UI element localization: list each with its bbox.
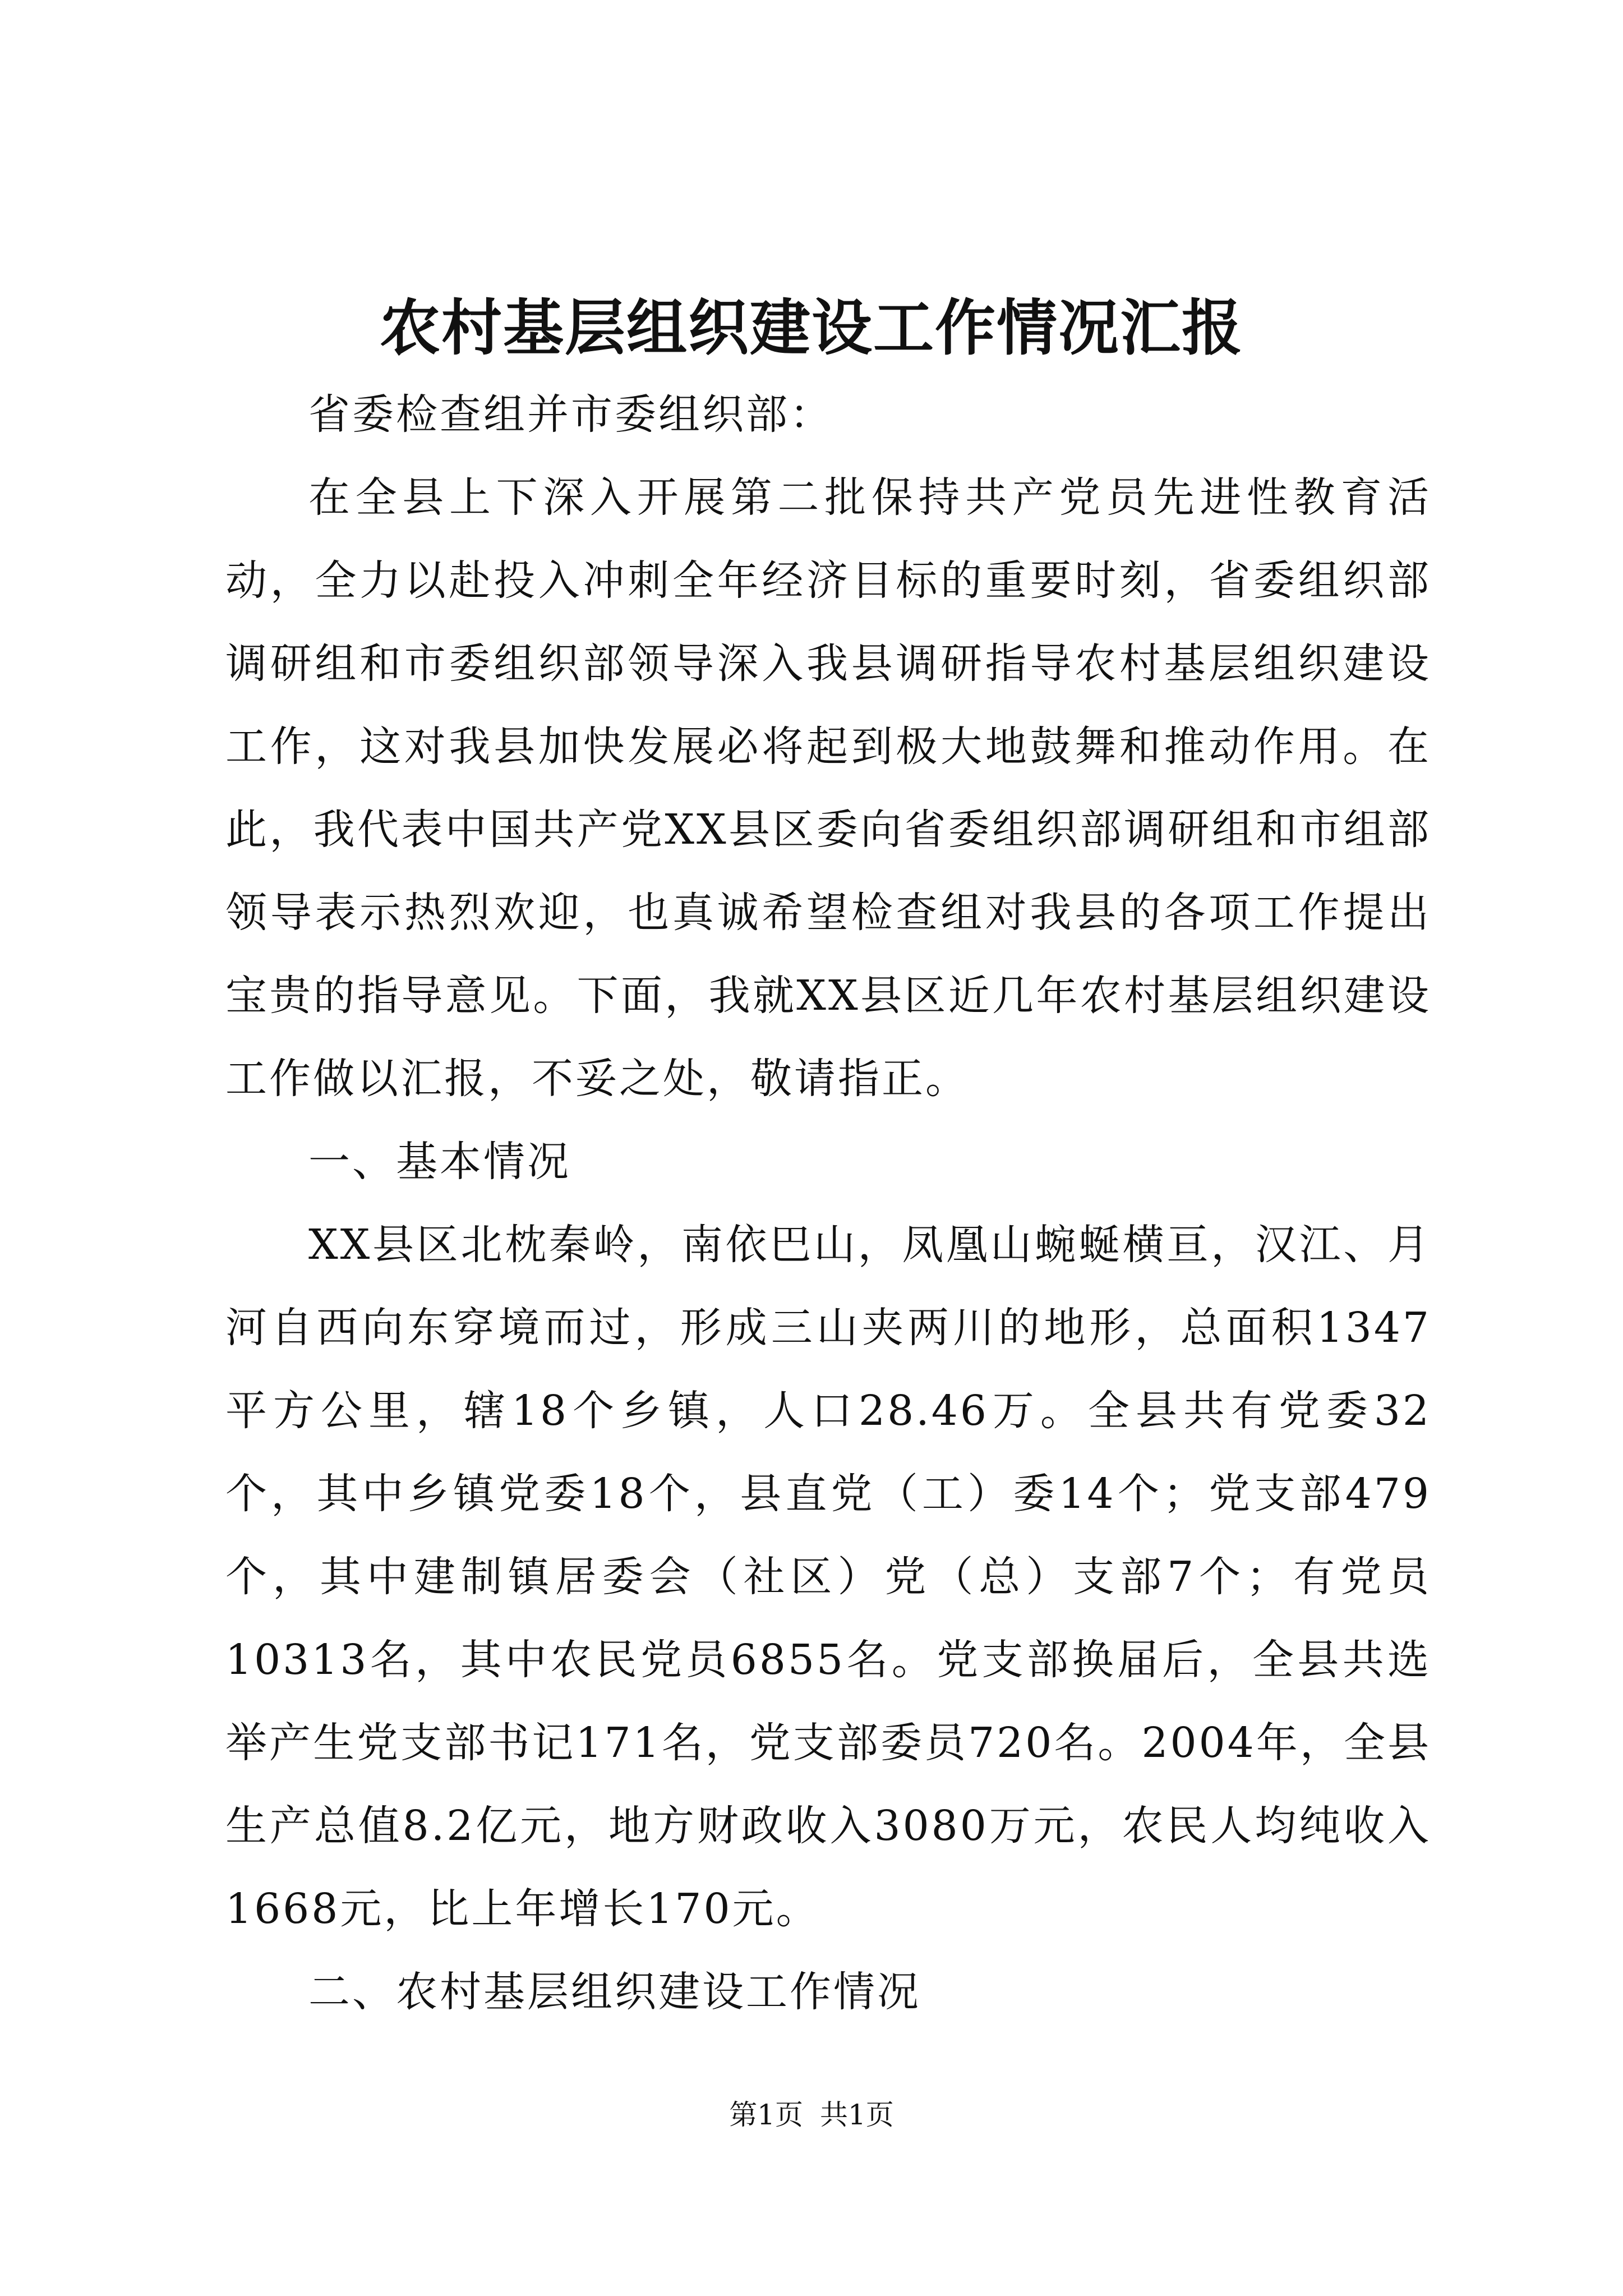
page-number: 第1页 xyxy=(729,2099,803,2131)
section-heading-basic: 一、基本情况 xyxy=(308,1138,571,1186)
intro-paragraph: 在全县上下深入开展第二批保持共产党员先进性教育活动，全力以赴投入冲刺全年经济目标的重要时刻，省委组织部调研组和市委组织部领导深入我县调研指导农村基层组织建设工作，这对我县加快发展必将起到极大地鼓舞和推动作用。在此，我代表中国共产党XX县区委向省委组织部调研组和市组部领导表示热烈欢迎，也真诚希望检查组对我县的各项工作提出宝贵的指导意见。下面，我就XX县区近几年农村基层组织建设工作做以汇报，不妥之处，敬请指正。 xyxy=(225,473,1431,1103)
document-title: 农村基层组织建设工作情况汇报 xyxy=(379,293,1243,364)
salutation: 省委检查组并市委组织部： xyxy=(308,390,833,439)
page-total: 共1页 xyxy=(820,2099,894,2131)
document-body xyxy=(225,373,1431,2033)
page-footer xyxy=(0,2095,1623,2134)
section-heading-work: 二、农村基层组织建设工作情况 xyxy=(308,1968,921,2016)
basic-info-paragraph: XX县区北枕秦岭，南依巴山，凤凰山蜿蜒横亘，汉江、月河自西向东穿境而过，形成三山夹两川的地形，总面积1347平方公里，辖18个乡镇，人口28.46万。全县共有党委32个，其中乡镇党委18个，县直党（工）委14个；党支部479个，其中建制镇居委会（社区）党（总）支部7个；有党员10313名，其中农民党员6855名。党支部换届后，全县共选举产生党支部书记171名，党支部委员720名。2004年，全县生产总值8.2亿元，地方财政收入3080万元，农民人均纯收入1668元，比上年增长170元。 xyxy=(225,1221,1431,1933)
